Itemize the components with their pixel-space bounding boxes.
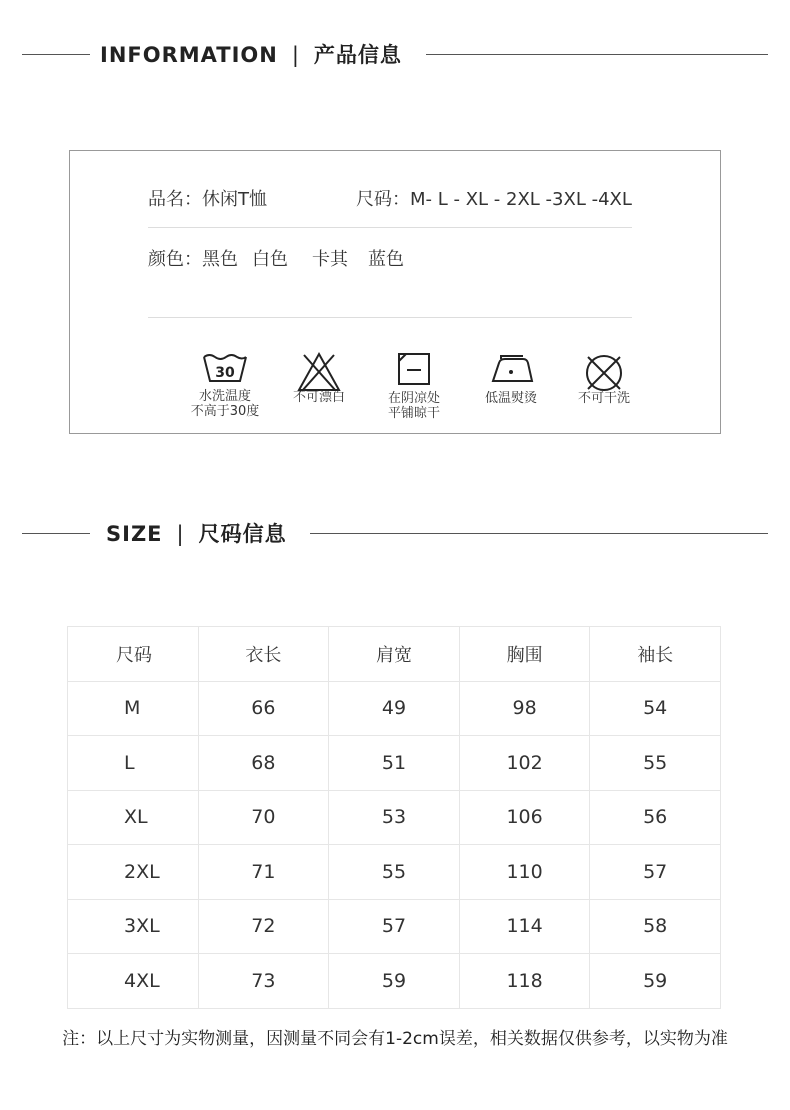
- column-header: 尺码: [68, 627, 199, 682]
- size-title: [106, 519, 287, 549]
- table-cell: 56: [590, 790, 721, 845]
- care-label: 水洗温度: [198, 389, 251, 404]
- table-cell: 72: [198, 899, 329, 954]
- header-rule-right: [310, 533, 768, 534]
- table-row: [68, 681, 721, 736]
- header-rule-left: [22, 54, 90, 55]
- care-item-wash: [177, 351, 273, 419]
- care-item-iron: [463, 351, 559, 406]
- size-section-header: [0, 519, 790, 549]
- color-option: 蓝色: [368, 249, 404, 270]
- table-cell: 58: [590, 899, 721, 954]
- color-option: 白色: [252, 249, 288, 270]
- color-option: 黑色: [202, 249, 238, 270]
- care-label: 低温熨烫: [484, 391, 537, 406]
- table-cell: 4XL: [68, 954, 199, 1009]
- table-cell: 114: [459, 899, 590, 954]
- table-cell: 73: [198, 954, 329, 1009]
- table-row: [68, 736, 721, 791]
- table-row: [68, 845, 721, 900]
- table-cell: L: [68, 736, 199, 791]
- column-header: 衣长: [198, 627, 329, 682]
- product-size-label: 尺码：: [356, 189, 410, 210]
- no-bleach-icon: [296, 351, 342, 393]
- table-cell: 54: [590, 681, 721, 736]
- table-cell: 66: [198, 681, 329, 736]
- size-table: [67, 626, 721, 1009]
- care-item-dryclean: [556, 351, 652, 406]
- product-name-label: 品名：: [148, 189, 202, 210]
- table-cell: 106: [459, 790, 590, 845]
- info-divider: [148, 317, 632, 318]
- title-separator: |: [291, 43, 300, 67]
- no-dry-clean-icon: [582, 351, 626, 395]
- table-cell: 51: [329, 736, 460, 791]
- column-header: 肩宽: [329, 627, 460, 682]
- table-cell: 102: [459, 736, 590, 791]
- column-header: 胸围: [459, 627, 590, 682]
- product-size-row: [356, 185, 632, 211]
- dry-flat-shade-icon: [396, 351, 432, 387]
- table-row: [68, 790, 721, 845]
- product-info-box: [69, 150, 721, 434]
- info-divider: [148, 227, 632, 228]
- product-name-value: 休闲T恤: [202, 189, 267, 210]
- care-label: 平铺晾干: [387, 406, 440, 421]
- size-title-en: SIZE: [106, 522, 163, 546]
- table-cell: 118: [459, 954, 590, 1009]
- table-cell: 57: [329, 899, 460, 954]
- title-separator: |: [176, 522, 185, 546]
- care-label: 不高于30度: [190, 404, 260, 419]
- table-cell: 55: [590, 736, 721, 791]
- column-header: 袖长: [590, 627, 721, 682]
- table-cell: 49: [329, 681, 460, 736]
- care-label: 不可漂白: [292, 390, 345, 405]
- table-cell: M: [68, 681, 199, 736]
- table-cell: 98: [459, 681, 590, 736]
- header-rule-right: [426, 54, 768, 55]
- table-cell: 59: [590, 954, 721, 1009]
- table-cell: 71: [198, 845, 329, 900]
- table-cell: 110: [459, 845, 590, 900]
- information-section-header: [0, 40, 790, 70]
- wash-30-icon: [201, 351, 249, 385]
- table-cell: 57: [590, 845, 721, 900]
- information-title-en: INFORMATION: [100, 43, 278, 67]
- table-row: [68, 899, 721, 954]
- information-title: [100, 40, 402, 70]
- table-cell: 70: [198, 790, 329, 845]
- measurement-note: 注：以上尺寸为实物测量，因测量不同会有1-2cm误差，相关数据仅供参考，以实物为准: [62, 1029, 728, 1049]
- table-cell: XL: [68, 790, 199, 845]
- table-cell: 3XL: [68, 899, 199, 954]
- color-option: 卡其: [312, 249, 348, 270]
- header-rule-left: [22, 533, 90, 534]
- table-cell: 68: [198, 736, 329, 791]
- product-size-value: M- L - XL - 2XL -3XL -4XL: [410, 189, 632, 210]
- product-name-row: [148, 185, 267, 211]
- care-item-dry: [366, 351, 462, 421]
- product-color-row: [148, 245, 418, 271]
- table-cell: 2XL: [68, 845, 199, 900]
- iron-low-icon: [487, 351, 535, 385]
- table-cell: 53: [329, 790, 460, 845]
- care-label: 在阴凉处: [387, 391, 440, 406]
- product-color-label: 颜色：: [148, 249, 202, 270]
- table-cell: 59: [329, 954, 460, 1009]
- size-title-cn: 尺码信息: [198, 522, 287, 546]
- table-header-row: [68, 627, 721, 682]
- wash-temp: 30: [215, 365, 235, 381]
- table-cell: 55: [329, 845, 460, 900]
- care-item-bleach: [271, 351, 367, 405]
- care-label: 不可干洗: [577, 391, 630, 406]
- table-row: [68, 954, 721, 1009]
- information-title-cn: 产品信息: [313, 43, 402, 67]
